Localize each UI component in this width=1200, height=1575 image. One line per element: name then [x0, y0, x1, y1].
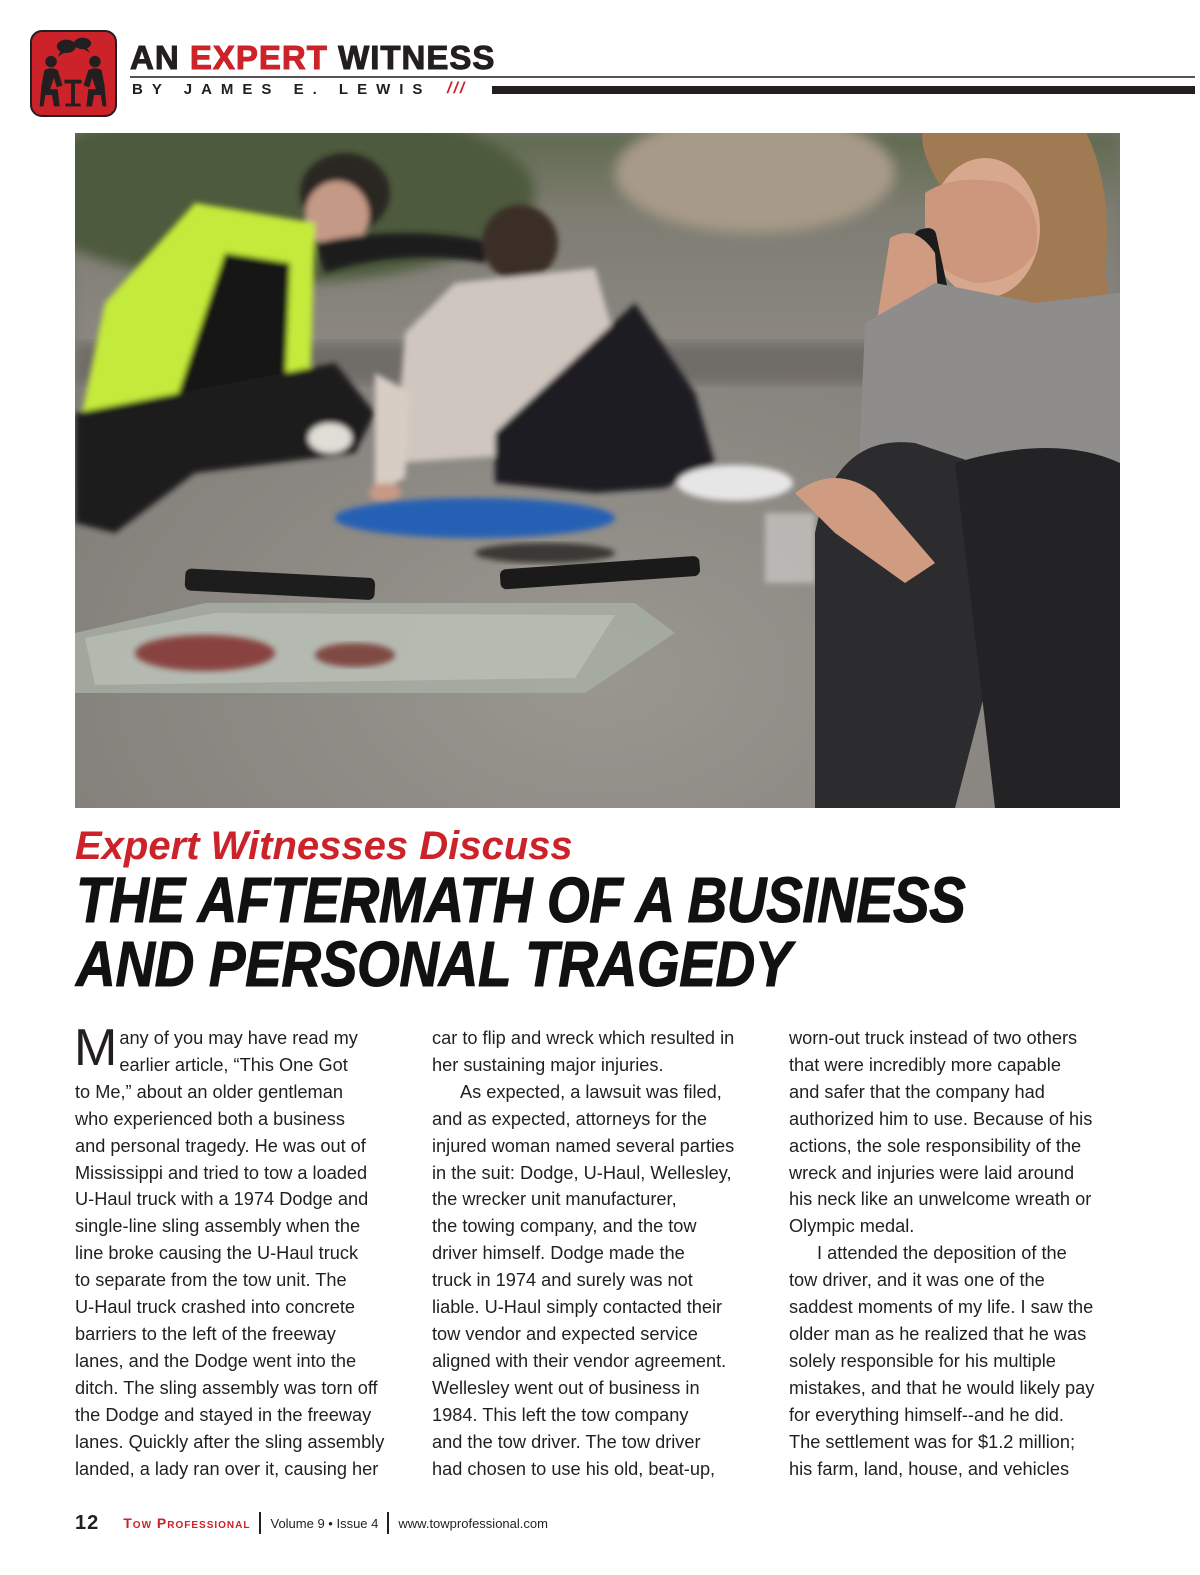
body-line: Olympic medal. [789, 1216, 915, 1237]
body-line: his farm, land, house, and vehicles [789, 1458, 1070, 1479]
body-line: to Me,” about an older gentleman [75, 1081, 343, 1102]
body-line: her sustaining major injuries. [432, 1054, 664, 1075]
body-line: landed, a lady ran over it, causing her [75, 1458, 379, 1479]
body-line: lanes. Quickly after the sling assembly [75, 1431, 385, 1452]
body-line: earlier article, “This One Got [119, 1054, 348, 1075]
magazine-name: Tow Professional [123, 1515, 251, 1531]
website-url: www.towprofessional.com [398, 1515, 548, 1531]
page-footer [75, 1510, 548, 1536]
article-headline [76, 864, 970, 1000]
headline-line-1: THE AFTERMATH OF A BUSINESS [76, 864, 966, 936]
body-line: and the tow driver. The tow driver [432, 1431, 701, 1452]
body-line: saddest moments of my life. I saw the [789, 1297, 1094, 1318]
body-line: single-line sling assembly when the [75, 1216, 361, 1237]
body-line: solely responsible for his multiple [789, 1350, 1056, 1371]
body-line: who experienced both a business [75, 1108, 345, 1129]
header-thin-rule [130, 76, 1195, 78]
body-line: had chosen to use his old, beat-up, [432, 1458, 716, 1479]
body-line: the towing company, and the tow [432, 1216, 697, 1237]
body-line: aligned with their vendor agreement. [432, 1350, 727, 1371]
body-line: tow vendor and expected service [432, 1323, 698, 1344]
byline: BY JAMES E. LEWIS [132, 81, 432, 98]
two-people-conversation-icon [32, 32, 115, 115]
footer-divider [259, 1512, 261, 1534]
body-line: line broke causing the U-Haul truck [75, 1243, 359, 1264]
footer-divider [387, 1512, 389, 1534]
body-line: injured woman named several parties [432, 1135, 735, 1156]
body-line: and safer that the company had [789, 1081, 1045, 1102]
body-line: Wellesley went out of business in [432, 1377, 700, 1398]
body-line: authorized him to use. Because of his [789, 1108, 1093, 1129]
byline-slashes: /// [447, 80, 467, 97]
page-number: 12 [75, 1511, 100, 1534]
article-kicker: Expert Witnesses Discuss [75, 824, 573, 868]
body-line: mistakes, and that he would likely pay [789, 1377, 1095, 1398]
body-line: in the suit: Dodge, U-Haul, Wellesley, [432, 1162, 732, 1183]
body-line: older man as he realized that he was [789, 1323, 1087, 1344]
column-title [130, 38, 495, 78]
issue-info: Volume 9 • Issue 4 [270, 1515, 379, 1531]
body-line: actions, the sole responsibility of the [789, 1135, 1082, 1156]
title-part-an: AN [130, 39, 180, 76]
title-part-expert: EXPERT [189, 39, 328, 76]
body-line: The settlement was for $1.2 million; [789, 1431, 1076, 1452]
body-line: lanes, and the Dodge went into the [75, 1350, 357, 1371]
body-line: 1984. This left the tow company [432, 1404, 689, 1425]
body-line: and personal tragedy. He was out of [75, 1135, 366, 1156]
column-logo [30, 30, 117, 117]
body-line: for everything himself--and he did. [789, 1404, 1064, 1425]
article-column-3 [789, 1025, 1129, 1482]
body-line: any of you may have read my [119, 1028, 358, 1048]
body-line: I attended the deposition of the [817, 1243, 1067, 1264]
drop-cap: M [74, 1019, 118, 1077]
body-line: and as expected, attorneys for the [432, 1108, 708, 1129]
body-line: worn-out truck instead of two others [789, 1028, 1078, 1048]
title-part-witness: WITNESS [338, 39, 496, 76]
accident-scene-photo [75, 133, 1120, 808]
body-line: As expected, a lawsuit was filed, [460, 1081, 722, 1102]
body-line: wreck and injuries were laid around [789, 1162, 1075, 1183]
body-line: U-Haul truck with a 1974 Dodge and [75, 1189, 369, 1210]
body-line: driver himself. Dodge made the [432, 1243, 685, 1264]
body-line: that were incredibly more capable [789, 1054, 1061, 1075]
body-line: to separate from the tow unit. The [75, 1270, 347, 1291]
body-line: ditch. The sling assembly was torn off [75, 1377, 378, 1398]
article-column-2 [432, 1025, 772, 1482]
body-line: barriers to the left of the freeway [75, 1323, 336, 1344]
header-thick-rule [492, 86, 1195, 94]
body-line: car to flip and wreck which resulted in [432, 1028, 735, 1048]
body-line: the Dodge and stayed in the freeway [75, 1404, 372, 1425]
headline-line-2: AND PERSONAL TRAGEDY [76, 928, 792, 1000]
body-line: the wrecker unit manufacturer, [432, 1189, 677, 1210]
body-line: truck in 1974 and surely was not [432, 1270, 693, 1291]
article-column-1 [74, 1019, 415, 1482]
body-line: tow driver, and it was one of the [789, 1270, 1045, 1291]
body-line: his neck like an unwelcome wreath or [789, 1189, 1092, 1210]
body-line: liable. U-Haul simply contacted their [432, 1297, 723, 1318]
body-line: U-Haul truck crashed into concrete [75, 1297, 356, 1318]
body-line: Mississippi and tried to tow a loaded [75, 1162, 368, 1183]
